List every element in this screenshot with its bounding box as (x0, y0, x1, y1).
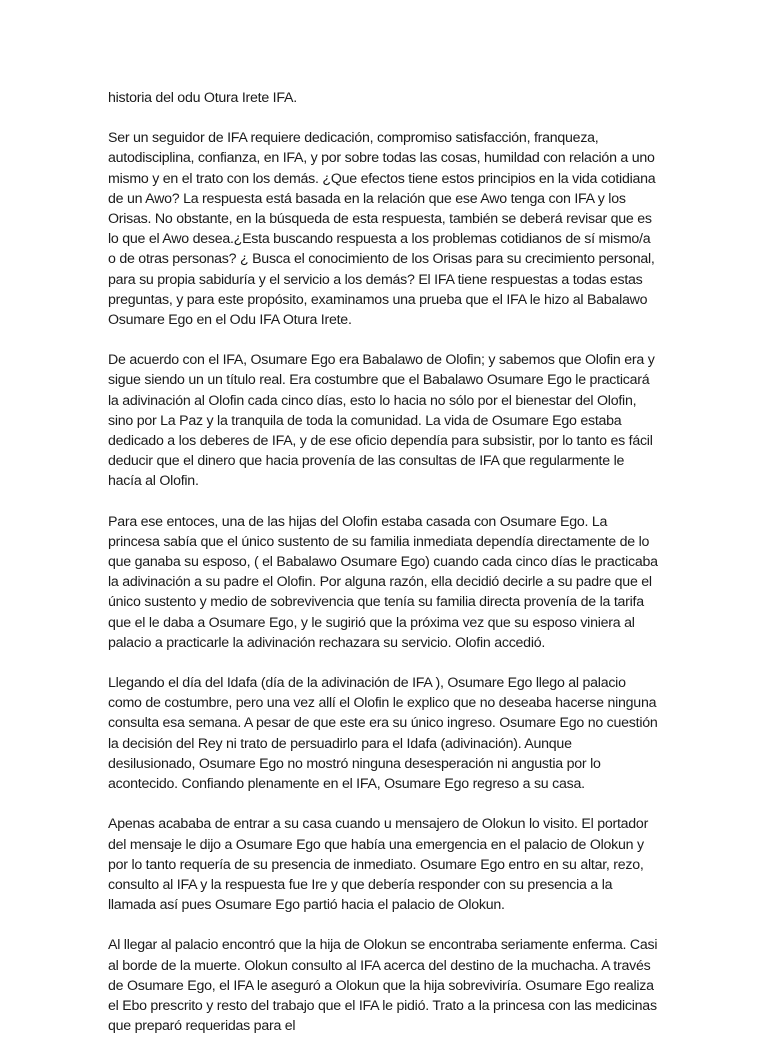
paragraph-1: Ser un seguidor de IFA requiere dedicación, compromiso satisfacción, franqueza, autodisciplina, confianza, en IFA, y por sobre todas las cosas, humildad con relación a uno mismo y en el trato con los demás. ¿Que efectos tiene estos principios en la vida cotidiana de un Awo? La respuesta está basada en la relación que ese Awo tenga con IFA y los Orisas. No obstante, en la búsqueda de esta respuesta, también se deberá revisar que es lo que el Awo desea.¿Esta buscando respuesta a los problemas cotidianos de sí mismo/a o de otras personas? ¿ Busca el conocimiento de los Orisas para su crecimiento personal, para su propia sabiduría y el servicio a los demás? El IFA tiene respuestas a todas estas preguntas, y para este propósito, examinamos una prueba que el IFA le hizo al Babalawo Osumare Ego en el Odu IFA Otura Irete. (108, 130, 656, 329)
document-title: historia del odu Otura Irete IFA. (108, 90, 297, 106)
paragraph-3: Para ese entoces, una de las hijas del Olofin estaba casada con Osumare Ego. La princesa sabía que el único sustento de su familia inmediata dependía directamente de lo que ganaba su esposo, ( el Babalawo Osumare Ego) cuando cada cinco días le practicaba la adivinación a su padre el Olofin. Por alguna razón, ella decidió decirle a su padre que el único sustento y medio de sobrevivencia que tenía su familia directa provenía de la tarifa que el le daba a Osumare Ego, y le sugirió que la próxima vez que su esposo viniera al palacio a practicarle la adivinación rechazara su servicio. Olofin accedió. (108, 513, 658, 651)
paragraph-4: Llegando el día del Idafa (día de la adivinación de IFA ), Osumare Ego llego al palacio como de costumbre, pero una vez allí el Olofin le explico que no deseaba hacerse ninguna consulta esa semana. A pesar de que este era su único ingreso. Osumare Ego no cuestión la decisión del Rey ni trato de persuadirlo para el Idafa (adivinación). Aunque desilusionado, Osumare Ego no mostró ninguna desesperación ni angustia por lo acontecido. Confiando plenamente en el IFA, Osumare Ego regreso a su casa. (108, 675, 658, 793)
paragraph-5: Apenas acababa de entrar a su casa cuando u mensajero de Olokun lo visito. El portador del mensaje le dijo a Osumare Ego que había una emergencia en el palacio de Olokun y por lo tanto requería de su presencia de inmediato. Osumare Ego entro en su altar, rezo, consulto al IFA y la respuesta fue Ire y que debería responder con su presencia a la llamada así pues Osumare Ego partió hacia el palacio de Olokun. (108, 816, 649, 914)
paragraph-6: Al llegar al palacio encontró que la hija de Olokun se encontraba seriamente enferma. Casi al borde de la muerte. Olokun consulto al IFA acerca del destino de la muchacha. A través de Osumare Ego, el IFA le aseguró a Olokun que la hija sobreviviría. Osumare Ego realiza el Ebo prescrito y resto del trabajo que el IFA le pidió. Trato a la princesa con las medicinas que preparó requeridas para el (108, 937, 658, 1035)
document-page (108, 88, 660, 1056)
paragraph-2: De acuerdo con el IFA, Osumare Ego era Babalawo de Olofin; y sabemos que Olofin era y sigue siendo un un título real. Era costumbre que el Babalawo Osumare Ego le practicará la adivinación al Olofin cada cinco días, esto lo hacia no sólo por el bienestar del Olofin, sino por La Paz y la tranquila de toda la comunidad. La vida de Osumare Ego estaba dedicado a los deberes de IFA, y de ese oficio dependía para subsistir, por lo tanto es fácil deducir que el dinero que hacia provenía de las consultas de IFA que regularmente le hacía al Olofin. (108, 352, 655, 490)
